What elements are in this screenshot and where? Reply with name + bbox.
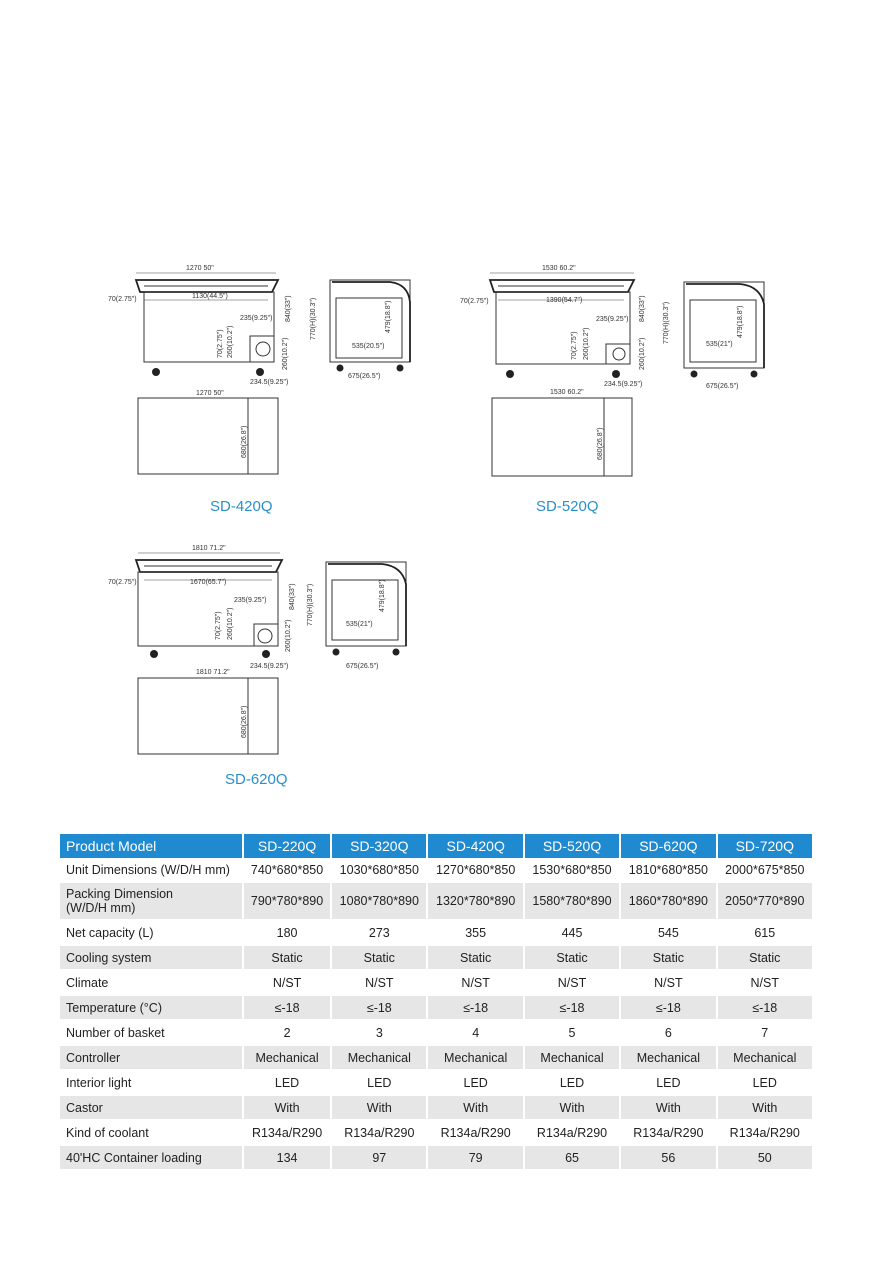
side-h: 770(H)(30.3") — [307, 583, 314, 626]
dim-inner-width: 1670(65.7") — [190, 579, 227, 586]
table-cell: ≤-18 — [717, 995, 813, 1020]
table-cell: 545 — [620, 920, 716, 945]
dim-left-h: 70(2.75") — [460, 298, 489, 305]
table-cell: LED — [620, 1070, 716, 1095]
table-cell: LED — [524, 1070, 620, 1095]
table-cell: Static — [524, 945, 620, 970]
table-cell: 2000*675*850 — [717, 858, 813, 882]
drawing-sd-520q — [454, 258, 784, 488]
table-cell: 5 — [524, 1020, 620, 1045]
dim-235: 235(9.25") — [596, 316, 629, 323]
plan-width: 1810 71.2" — [196, 669, 230, 676]
dim-235: 235(9.25") — [240, 315, 273, 322]
header-sd-320q: SD-320Q — [331, 834, 427, 858]
dim-inner-width: 1390(54.7") — [546, 297, 583, 304]
table-cell: LED — [717, 1070, 813, 1095]
dim-2345: 234.5(9.25") — [604, 381, 643, 388]
table-cell: Mechanical — [331, 1045, 427, 1070]
table-cell: 1320*780*890 — [427, 882, 523, 920]
table-cell: 3 — [331, 1020, 427, 1045]
table-cell: 79 — [427, 1145, 523, 1170]
table-cell: R134a/R290 — [524, 1120, 620, 1145]
dim-inner-width: 1130(44.5") — [192, 293, 228, 300]
table-cell: Mechanical — [243, 1045, 331, 1070]
table-cell: 740*680*850 — [243, 858, 331, 882]
side-inner-w: 535(21") — [706, 341, 733, 348]
side-h: 770(H)(30.3") — [663, 301, 670, 344]
table-cell: 1860*780*890 — [620, 882, 716, 920]
table-cell: 56 — [620, 1145, 716, 1170]
table-cell: 4 — [427, 1020, 523, 1045]
sd-620q-schematic — [100, 540, 430, 765]
table-cell: N/ST — [524, 970, 620, 995]
table-cell: Static — [243, 945, 331, 970]
table-cell: R134a/R290 — [427, 1120, 523, 1145]
dim-70: 70(2.75") — [571, 331, 578, 360]
dim-2345: 234.5(9.25") — [250, 663, 289, 670]
row-label: Interior light — [60, 1070, 243, 1095]
plan-depth: 680(26.8") — [597, 427, 604, 460]
table-cell: Mechanical — [620, 1045, 716, 1070]
dim-top-width: 1530 60.2" — [542, 265, 576, 272]
dim-260: 260(10.2") — [583, 327, 590, 360]
table-row — [60, 1120, 813, 1145]
plan-depth: 680(26.8") — [241, 705, 248, 738]
table-cell: 6 — [620, 1020, 716, 1045]
side-inner-w: 535(20.5") — [352, 343, 385, 350]
table-cell: 615 — [717, 920, 813, 945]
table-cell: R134a/R290 — [717, 1120, 813, 1145]
table-cell: Static — [427, 945, 523, 970]
front-view — [108, 545, 296, 670]
table-row — [60, 920, 813, 945]
side-inner-w: 535(21") — [346, 621, 373, 628]
dim-260b: 260(10.2") — [639, 337, 646, 370]
model-label-sd-620q: SD-620Q — [225, 771, 288, 788]
table-cell: 1530*680*850 — [524, 858, 620, 882]
row-label: Kind of coolant — [60, 1120, 243, 1145]
table-cell: N/ST — [243, 970, 331, 995]
row-label: Castor — [60, 1095, 243, 1120]
header-sd-520q: SD-520Q — [524, 834, 620, 858]
side-inner-h: 479(18.8") — [737, 305, 744, 338]
table-cell: With — [243, 1095, 331, 1120]
side-view — [307, 562, 406, 670]
table-cell: Static — [331, 945, 427, 970]
table-cell: 2050*770*890 — [717, 882, 813, 920]
table-row — [60, 945, 813, 970]
plan-view — [138, 390, 278, 474]
table-cell: 1810*680*850 — [620, 858, 716, 882]
sd-520q-schematic — [454, 258, 784, 483]
table-cell: ≤-18 — [620, 995, 716, 1020]
table-cell: 445 — [524, 920, 620, 945]
table-cell: 273 — [331, 920, 427, 945]
dim-right-h: 840(33") — [289, 583, 296, 610]
plan-width: 1530 60.2" — [550, 389, 584, 396]
table-cell: 1270*680*850 — [427, 858, 523, 882]
table-row — [60, 1020, 813, 1045]
dim-left-h: 70(2.75") — [108, 579, 137, 586]
table-cell: Static — [620, 945, 716, 970]
row-label: Unit Dimensions (W/D/H mm) — [60, 858, 243, 882]
table-cell: With — [331, 1095, 427, 1120]
dim-260b: 260(10.2") — [282, 337, 289, 370]
drawing-sd-420q — [100, 258, 430, 488]
plan-width: 1270 50" — [196, 390, 224, 397]
dim-top-width: 1270 50" — [186, 265, 214, 272]
table-cell: LED — [331, 1070, 427, 1095]
side-inner-h: 479(18.8") — [385, 300, 392, 333]
header-sd-420q: SD-420Q — [427, 834, 523, 858]
table-header-row — [60, 834, 813, 858]
model-label-sd-520q: SD-520Q — [536, 498, 599, 515]
dim-260: 260(10.2") — [227, 325, 234, 358]
table-cell: With — [524, 1095, 620, 1120]
table-cell: ≤-18 — [427, 995, 523, 1020]
table-cell: 180 — [243, 920, 331, 945]
table-cell: 1080*780*890 — [331, 882, 427, 920]
table-row — [60, 1070, 813, 1095]
header-sd-620q: SD-620Q — [620, 834, 716, 858]
front-view — [460, 265, 646, 388]
row-label: Temperature (°C) — [60, 995, 243, 1020]
row-label: Controller — [60, 1045, 243, 1070]
header-product-model: Product Model — [60, 834, 243, 858]
table-cell: 50 — [717, 1145, 813, 1170]
header-sd-220q: SD-220Q — [243, 834, 331, 858]
table-cell: N/ST — [717, 970, 813, 995]
dim-right-h: 840(33") — [285, 295, 292, 322]
dim-235: 235(9.25") — [234, 597, 267, 604]
side-h: 770(H)(30.3") — [310, 297, 317, 340]
row-label: 40'HC Container loading — [60, 1145, 243, 1170]
table-cell: 65 — [524, 1145, 620, 1170]
plan-view — [138, 669, 278, 754]
table-cell: R134a/R290 — [331, 1120, 427, 1145]
table-cell: 1580*780*890 — [524, 882, 620, 920]
table-cell: ≤-18 — [524, 995, 620, 1020]
dim-left-h: 70(2.75") — [108, 296, 137, 303]
side-view — [310, 280, 410, 380]
table-cell: Static — [717, 945, 813, 970]
table-row — [60, 995, 813, 1020]
sd-420q-schematic — [100, 258, 430, 483]
spec-table-body — [60, 858, 813, 1170]
row-label: Cooling system — [60, 945, 243, 970]
table-cell: With — [427, 1095, 523, 1120]
table-cell: Mechanical — [717, 1045, 813, 1070]
table-cell: N/ST — [620, 970, 716, 995]
plan-view — [492, 389, 632, 476]
table-cell: 1030*680*850 — [331, 858, 427, 882]
table-row — [60, 1045, 813, 1070]
drawing-sd-620q — [100, 540, 430, 770]
table-cell: 790*780*890 — [243, 882, 331, 920]
model-label-sd-420q: SD-420Q — [210, 498, 273, 515]
header-sd-720q: SD-720Q — [717, 834, 813, 858]
table-cell: 2 — [243, 1020, 331, 1045]
table-cell: N/ST — [427, 970, 523, 995]
side-inner-h: 479(18.8") — [379, 579, 386, 612]
table-row — [60, 1145, 813, 1170]
side-w: 675(26.5") — [706, 383, 739, 390]
table-cell: Mechanical — [427, 1045, 523, 1070]
table-cell: N/ST — [331, 970, 427, 995]
table-cell: 7 — [717, 1020, 813, 1045]
table-row — [60, 1095, 813, 1120]
table-cell: ≤-18 — [243, 995, 331, 1020]
dim-70: 70(2.75") — [217, 329, 224, 358]
row-label: Climate — [60, 970, 243, 995]
dim-2345: 234.5(9.25") — [250, 379, 289, 386]
table-row — [60, 858, 813, 882]
table-cell: R134a/R290 — [620, 1120, 716, 1145]
plan-depth: 680(26.8") — [241, 425, 248, 458]
table-cell: 355 — [427, 920, 523, 945]
table-cell: LED — [427, 1070, 523, 1095]
spec-table — [60, 834, 814, 1171]
row-label: Net capacity (L) — [60, 920, 243, 945]
table-cell: With — [717, 1095, 813, 1120]
side-w: 675(26.5") — [346, 663, 379, 670]
row-label: Number of basket — [60, 1020, 243, 1045]
row-label: Packing Dimension (W/D/H mm) — [60, 882, 243, 920]
side-view — [663, 282, 764, 390]
table-cell: R134a/R290 — [243, 1120, 331, 1145]
table-cell: 97 — [331, 1145, 427, 1170]
side-w: 675(26.5") — [348, 373, 381, 380]
dim-top-width: 1810 71.2" — [192, 545, 226, 552]
front-view — [108, 265, 292, 386]
table-cell: With — [620, 1095, 716, 1120]
table-cell: ≤-18 — [331, 995, 427, 1020]
dim-70: 70(2.75") — [215, 611, 222, 640]
table-cell: LED — [243, 1070, 331, 1095]
dim-right-h: 840(33") — [639, 295, 646, 322]
table-cell: Mechanical — [524, 1045, 620, 1070]
table-cell: 134 — [243, 1145, 331, 1170]
table-row — [60, 882, 813, 920]
dim-260b: 260(10.2") — [285, 619, 292, 652]
table-row — [60, 970, 813, 995]
dim-260: 260(10.2") — [227, 607, 234, 640]
